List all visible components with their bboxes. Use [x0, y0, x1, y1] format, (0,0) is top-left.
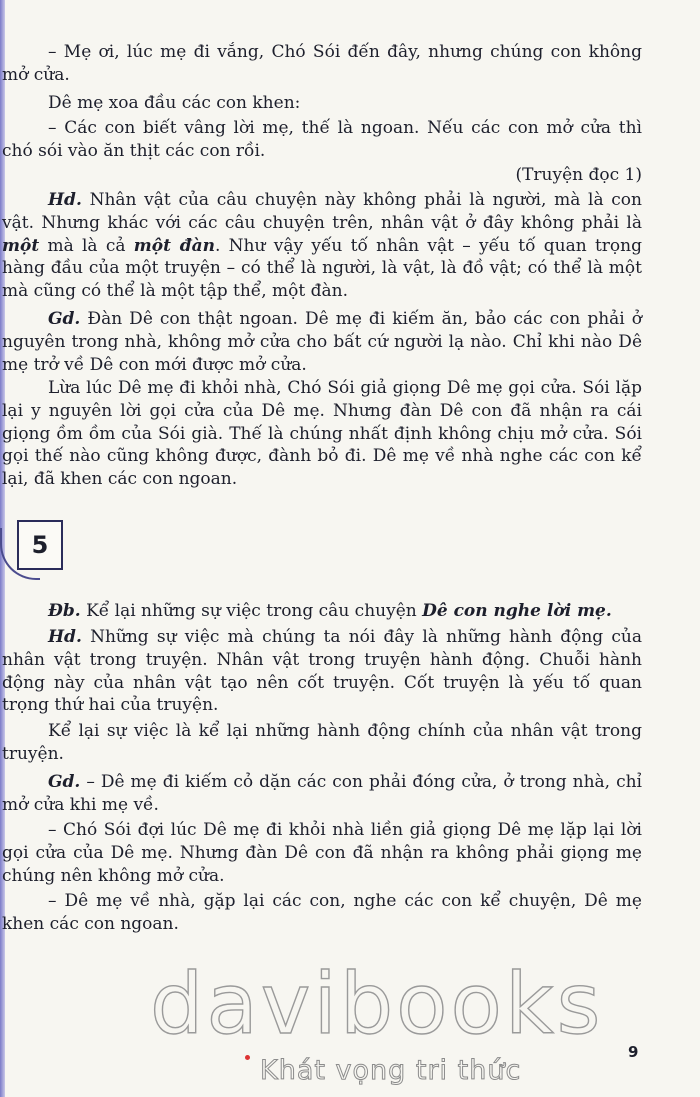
watermark-dot	[245, 1055, 250, 1060]
paragraph-dialogue-1: – Mẹ ơi, lúc mẹ đi vắng, Chó Sói đến đây, nhưng chúng con không mở cửa.	[2, 42, 642, 85]
paragraph-gd-1	[2, 308, 642, 376]
label-gd: Gd.	[48, 772, 81, 792]
label-gd: Gd.	[48, 309, 81, 329]
paragraph-hd-1	[2, 189, 642, 303]
section-number-box: 5	[17, 520, 63, 570]
label-hd: Hd.	[48, 190, 82, 210]
paragraph-event-3: – Dê mẹ về nhà, gặp lại các con, nghe các con kể chuyện, Dê mẹ khen các con ngoan.	[2, 891, 642, 934]
text-segment: . Như vậy yếu tố nhân vật – yếu tố quan trọng hàng đầu của một truyện – có thể là người, là vật, là đồ vật; có thể là một mà cũng có thể là một tập thể, một đàn.	[2, 235, 642, 302]
watermark	[150, 955, 604, 1095]
paragraph-dialogue-3: – Các con biết vâng lời mẹ, thế là ngoan. Nếu các con mở cửa thì chó sói vào ăn thịt các con rồi.	[2, 118, 642, 161]
paragraph-hd-2-cont: Kể lại sự việc là kể lại những hành động chính của nhân vật trong truyện.	[2, 721, 642, 764]
watermark-slogan: Khát vọng tri thức	[260, 1055, 522, 1086]
label-db: Đb.	[48, 601, 81, 621]
emphasis: một	[2, 235, 40, 256]
text-segment: – Dê mẹ đi kiếm cỏ dặn các con phải đóng cửa, ở trong nhà, chỉ mở cửa khi mẹ về.	[2, 772, 642, 815]
paragraph-hd-2	[2, 626, 642, 717]
text-segment: Đàn Dê con thật ngoan. Dê mẹ đi kiếm ăn, bảo các con phải ở nguyên trong nhà, không mở cửa cho bất cứ người lạ nào. Chỉ khi nào Dê mẹ trở về Dê con mới được mở cửa.	[2, 309, 642, 375]
watermark-brand: davibooks	[150, 955, 604, 1053]
label-hd: Hd.	[48, 627, 82, 647]
paragraph-story-summary: Lừa lúc Dê mẹ đi khỏi nhà, Chó Sói giả giọng Dê mẹ gọi cửa. Sói lặp lại y nguyên lời gọi cửa của Dê mẹ. Nhưng đàn Dê con đã nhận ra cái giọng ồm ồm của Sói già. Thế là chúng nhất định không chịu mở cửa. Sói gọi thế nào cũng không được, đành bỏ đi. Dê mẹ về nhà nghe các con kể lại, đã khen các con ngoan.	[2, 378, 642, 490]
text-segment: Nhân vật của câu chuyện này không phải là người, mà là con vật. Nhưng khác với các câu chuyện trên, nhân vật ở đây không phải là	[2, 190, 642, 233]
text-segment: mà là cả	[39, 235, 134, 256]
text-segment: Những sự việc mà chúng ta nói đây là những hành động của nhân vật trong truyện. Nhân vật trong truyện hành động. Chuỗi hành động này của nhân vật tạo nên cốt truyện. Cốt truyện là yếu tố quan trọng thứ hai của truyện.	[2, 627, 642, 716]
story-title: Dê con nghe lời mẹ.	[422, 601, 612, 621]
paragraph-db	[2, 600, 642, 623]
page-number: 9	[628, 1043, 639, 1061]
text-segment: Kể lại những sự việc trong câu chuyện	[80, 601, 423, 621]
paragraph-dialogue-2: Dê mẹ xoa đầu các con khen:	[48, 93, 301, 113]
story-source: (Truyện đọc 1)	[515, 165, 642, 185]
emphasis: một đàn	[133, 235, 215, 256]
paragraph-event-2: – Chó Sói đợi lúc Dê mẹ đi khỏi nhà liền giả giọng Dê mẹ lặp lại lời gọi cửa của Dê mẹ. Nhưng đàn Dê con đã nhận ra không phải giọng mẹ chúng nên không mở cửa.	[2, 820, 642, 886]
paragraph-gd-2	[2, 771, 642, 817]
